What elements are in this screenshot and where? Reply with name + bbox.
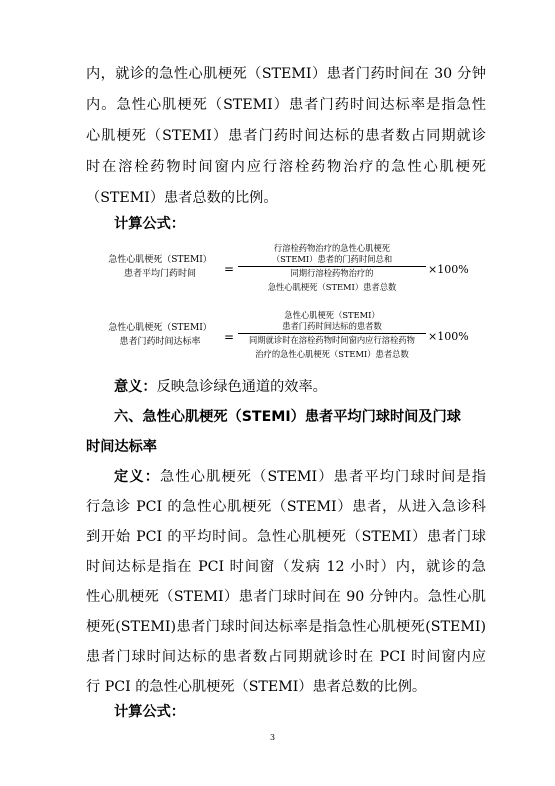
formula-2-denominator-line2: 治疗的急性心肌梗死（STEMI）患者总数: [255, 349, 409, 359]
formula-2-equals: =: [224, 330, 235, 344]
definition-line-8: 行 PCI 的急性心肌梗死（STEMI）患者总数的比例。: [86, 679, 427, 695]
definition-line-3: 到开始 PCI 的平均时间。急性心肌梗死（STEMI）患者门球: [86, 529, 486, 545]
formula-2-left: [100, 321, 220, 349]
definition-line-2: 行急诊 PCI 的急性心肌梗死（STEMI）患者，从进入急诊科: [86, 499, 486, 515]
formula-2-left-line2: 患者门药时间达标率: [119, 337, 201, 347]
body-line-2: 内。急性心肌梗死（STEMI）患者门药时间达标率是指急性: [86, 97, 486, 113]
formula-2-left-line1: 急性心肌梗死（STEMI）: [108, 323, 212, 333]
body-line-4: 时在溶栓药物时间窗内应行溶栓药物治疗的急性心肌梗死: [86, 159, 486, 175]
formula-2-numerator-line1: 急性心肌梗死（STEMI）: [284, 310, 380, 320]
formula-1-left: [100, 253, 220, 281]
definition-first: 急性心肌梗死（STEMI）患者平均门球时间是指: [160, 469, 486, 485]
formula-1-multiplier: ×100%: [428, 263, 469, 276]
body-line-3: 心肌梗死（STEMI）患者门药时间达标的患者数占同期就诊: [86, 128, 486, 144]
definition-line-5: 性心肌梗死（STEMI）患者门球时间在 90 分钟内。急性心肌: [86, 589, 486, 605]
formula-1: [100, 243, 480, 305]
formula-1-left-line1: 急性心肌梗死（STEMI）: [108, 255, 212, 265]
formula-1-fraction-bar: [238, 266, 426, 267]
section-heading-line-2: 时间达标率: [86, 439, 157, 455]
formula-2-fraction-bar: [238, 333, 426, 334]
formula-1-fraction: [238, 243, 426, 293]
formula-1-denominator-line1: 同期行溶栓药物治疗的: [290, 268, 374, 278]
formula-2-numerator-line2: 患者门药时间达标的患者数: [282, 321, 382, 331]
formula-2-denominator-line1: 同期就诊时在溶栓药物时间窗内应行溶栓药物: [249, 335, 415, 345]
definition-line: [114, 467, 486, 487]
formula-1-numerator-line2: （STEMI）患者的门药时间总和: [271, 254, 393, 264]
calc-label-2: 计算公式：: [114, 704, 185, 720]
meaning-label: 意义：: [114, 379, 157, 395]
definition-label: 定义：: [114, 469, 161, 485]
formula-1-denominator-line2: 急性心肌梗死（STEMI）患者总数: [267, 282, 397, 292]
section-heading-line-1: 六、急性心肌梗死（STEMI）患者平均门球时间及门球: [114, 409, 461, 425]
formula-2: [100, 310, 480, 372]
definition-line-6: 梗死(STEMI)患者门球时间达标率是指急性心肌梗死(STEMI): [86, 619, 486, 635]
definition-line-4: 时间达标是指在 PCI 时间窗（发病 12 小时）内，就诊的急: [86, 559, 486, 575]
formula-2-fraction: [238, 310, 426, 360]
formula-1-equals: =: [224, 262, 235, 276]
body-line-5: （STEMI）患者总数的比例。: [86, 190, 278, 206]
meaning-line: [114, 377, 486, 397]
page-number: 3: [270, 733, 276, 742]
definition-line-7: 患者门球时间达标的患者数占同期就诊时在 PCI 时间窗内应: [86, 649, 486, 665]
formula-1-numerator-line1: 行溶栓药物治疗的急性心肌梗死: [273, 243, 391, 253]
calc-label-1: 计算公式：: [114, 216, 185, 232]
body-line-1: 内，就诊的急性心肌梗死（STEMI）患者门药时间在 30 分钟: [86, 66, 486, 82]
meaning-text: 反映急诊绿色通道的效率。: [156, 379, 327, 395]
formula-1-left-line2: 患者平均门药时间: [123, 269, 196, 279]
formula-2-multiplier: ×100%: [428, 330, 469, 343]
